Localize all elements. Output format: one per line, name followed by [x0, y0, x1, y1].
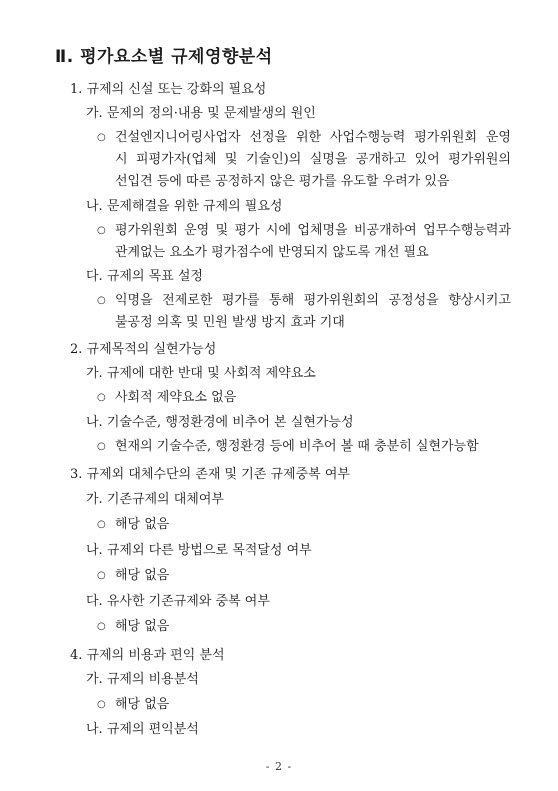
bullet-item-4a: [97, 696, 169, 713]
bullet-circle-icon: ○: [97, 295, 106, 306]
bullet-item-3b: [97, 567, 169, 584]
bullet-text: 건설엔지니어링사업자 선정을 위한 사업수행능력 평가위원회 운영: [115, 130, 511, 145]
page-number: - 2 -: [265, 760, 293, 773]
bullet-circle-icon: ○: [97, 392, 106, 403]
subheading-1b: 나. 문제해결을 위한 규제의 필요성: [86, 199, 283, 214]
bullet-text-cont: 시 피평가자(업체 및 기술인)의 실명을 공개하고 있어 평가위원의: [115, 152, 511, 167]
bullet-circle-icon: ○: [97, 441, 106, 452]
bullet-text: 사회적 제약요소 없음: [115, 390, 237, 405]
bullet-text: 해당 없음: [115, 568, 170, 583]
bullet-item-3c: [97, 618, 169, 635]
bullet-circle-icon: ○: [97, 699, 106, 710]
bullet-continuation: [115, 151, 511, 168]
bullet-text: 현재의 기술수준, 행정환경 등에 비추어 볼 때 충분히 실현가능함: [115, 439, 479, 454]
heading-1: 1. 규제의 신설 또는 강화의 필요성: [70, 82, 267, 97]
bullet-text: 해당 없음: [115, 517, 170, 532]
bullet-circle-icon: ○: [97, 570, 106, 581]
bullet-text: 해당 없음: [115, 697, 170, 712]
bullet-item-2a: [97, 389, 236, 406]
bullet-circle-icon: ○: [97, 132, 106, 143]
bullet-item-1c: [97, 292, 511, 309]
subheading-1a: 가. 문제의 정의·내용 및 문제발생의 원인: [86, 106, 316, 121]
subheading-4b: 나. 규제의 편익분석: [86, 722, 199, 737]
bullet-continuation: 관계없는 요소가 평가점수에 반영되지 않도록 개선 필요: [115, 245, 429, 260]
subheading-1c: 다. 규제의 목표 설정: [86, 269, 203, 284]
subheading-3b: 나. 규제외 다른 방법으로 목적달성 여부: [86, 543, 312, 558]
bullet-continuation: 불공정 의혹 및 민원 발생 방지 효과 기대: [115, 315, 345, 330]
bullet-circle-icon: ○: [97, 621, 106, 632]
bullet-text: 평가위원회 운영 및 평가 시에 업체명을 비공개하여 업무수행능력과: [115, 223, 511, 238]
bullet-item-3a: [97, 516, 169, 533]
subheading-2a: 가. 규제에 대한 반대 및 사회적 제약요소: [86, 366, 316, 381]
bullet-circle-icon: ○: [97, 519, 106, 530]
subheading-4a: 가. 규제의 비용분석: [86, 672, 199, 687]
bullet-continuation: 선입견 등에 따른 공정하지 않은 평가를 유도할 우려가 있음: [115, 174, 450, 189]
subheading-2b: 나. 기술수준, 행정환경에 비추어 본 실현가능성: [86, 415, 354, 430]
bullet-item-1a: [97, 129, 511, 146]
bullet-item-2b: [97, 438, 479, 455]
heading-3: 3. 규제외 대체수단의 존재 및 기존 규제중복 여부: [70, 467, 350, 482]
bullet-item-1b: [97, 222, 511, 239]
bullet-text: 익명을 전제로한 평가를 통해 평가위원회의 공정성을 향상시키고: [115, 293, 511, 308]
heading-2: 2. 규제목적의 실현가능성: [70, 342, 217, 357]
section-title: Ⅱ. 평가요소별 규제영향분석: [55, 47, 273, 67]
subheading-3c: 다. 유사한 기존규제와 중복 여부: [86, 594, 270, 609]
bullet-circle-icon: ○: [97, 225, 106, 236]
bullet-text: 해당 없음: [115, 619, 170, 634]
heading-4: 4. 규제의 비용과 편익 분석: [70, 648, 225, 663]
subheading-3a: 가. 기존규제의 대체여부: [86, 492, 224, 507]
